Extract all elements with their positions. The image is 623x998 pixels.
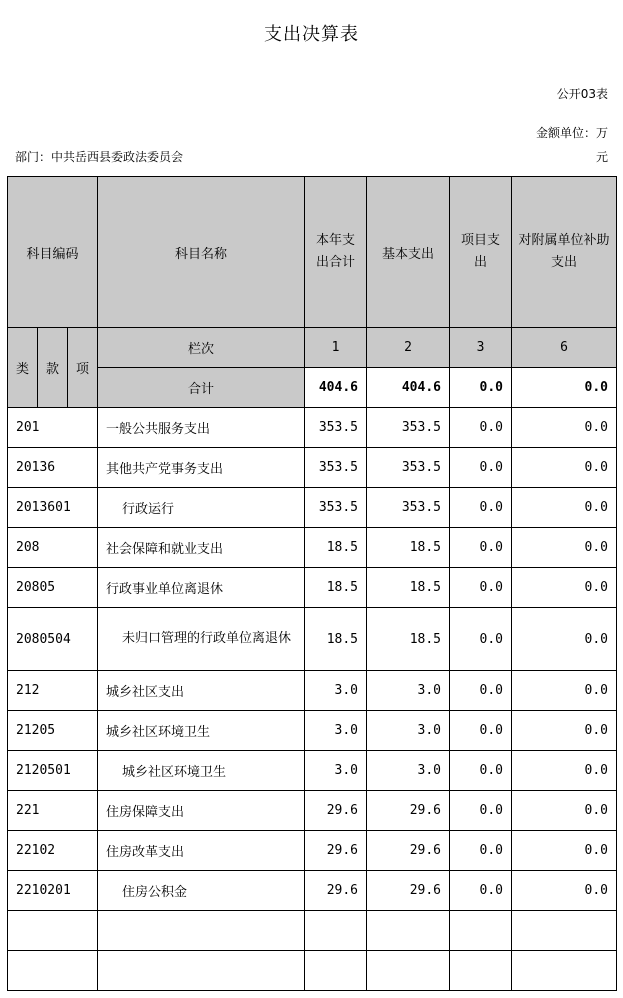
table-row [8, 831, 617, 871]
empty-cell [305, 911, 367, 951]
header-basic: 基本支出 [367, 177, 450, 328]
sum-label: 合计 [98, 368, 305, 408]
row-project: 0.0 [450, 568, 512, 608]
row-basic: 3.0 [367, 751, 450, 791]
row-basic: 353.5 [367, 448, 450, 488]
row-subsidy: 0.0 [512, 791, 617, 831]
table-row [8, 608, 617, 671]
row-subsidy: 0.0 [512, 448, 617, 488]
column-index-1: 1 [305, 328, 367, 368]
empty-cell [98, 951, 305, 991]
row-basic: 3.0 [367, 671, 450, 711]
row-project: 0.0 [450, 448, 512, 488]
row-name: 城乡社区支出 [98, 671, 305, 711]
row-code: 2120501 [8, 751, 98, 791]
table-row [8, 671, 617, 711]
column-index-3: 3 [450, 328, 512, 368]
row-total: 353.5 [305, 448, 367, 488]
row-name: 未归口管理的行政单位离退休 [98, 608, 305, 671]
row-code: 20805 [8, 568, 98, 608]
row-subsidy: 0.0 [512, 831, 617, 871]
empty-cell [512, 951, 617, 991]
row-subsidy: 0.0 [512, 751, 617, 791]
row-basic: 29.6 [367, 791, 450, 831]
row-project: 0.0 [450, 528, 512, 568]
row-total: 3.0 [305, 711, 367, 751]
row-subsidy: 0.0 [512, 568, 617, 608]
row-basic: 18.5 [367, 608, 450, 671]
row-subsidy: 0.0 [512, 671, 617, 711]
sum-project: 0.0 [450, 368, 512, 408]
column-index-6: 6 [512, 328, 617, 368]
row-project: 0.0 [450, 791, 512, 831]
empty-cell [8, 911, 98, 951]
row-name: 一般公共服务支出 [98, 408, 305, 448]
empty-row [8, 911, 617, 951]
row-name: 住房公积金 [98, 871, 305, 911]
table-row [8, 711, 617, 751]
table-row [8, 568, 617, 608]
table-row [8, 528, 617, 568]
header-kuan: 款 [38, 328, 68, 408]
page-title: 支出决算表 [264, 24, 359, 45]
row-name: 行政事业单位离退休 [98, 568, 305, 608]
row-total: 29.6 [305, 871, 367, 911]
empty-cell [98, 911, 305, 951]
row-code: 21205 [8, 711, 98, 751]
row-subsidy: 0.0 [512, 711, 617, 751]
row-basic: 18.5 [367, 568, 450, 608]
row-project: 0.0 [450, 751, 512, 791]
row-name: 城乡社区环境卫生 [98, 711, 305, 751]
empty-cell [367, 911, 450, 951]
table-row [8, 448, 617, 488]
unit-label: 金额单位：万 [535, 126, 608, 140]
table-row [8, 871, 617, 911]
row-code: 22102 [8, 831, 98, 871]
empty-cell [512, 911, 617, 951]
header-total: 本年支出合计 [305, 177, 367, 328]
empty-cell [450, 951, 512, 991]
row-name: 行政运行 [98, 488, 305, 528]
expenditure-table [7, 176, 617, 991]
row-code: 212 [8, 671, 98, 711]
header-code: 科目编码 [8, 177, 98, 328]
row-code: 208 [8, 528, 98, 568]
unit-label-continued: 元 [595, 150, 608, 164]
header-row [8, 177, 617, 328]
row-total: 3.0 [305, 671, 367, 711]
empty-cell [8, 951, 98, 991]
sum-basic: 404.6 [367, 368, 450, 408]
row-total: 29.6 [305, 831, 367, 871]
column-index-label: 栏次 [98, 328, 305, 368]
row-code: 201 [8, 408, 98, 448]
empty-cell [305, 951, 367, 991]
column-index-2: 2 [367, 328, 450, 368]
header-xiang: 项 [68, 328, 98, 408]
header-name: 科目名称 [98, 177, 305, 328]
row-project: 0.0 [450, 871, 512, 911]
row-project: 0.0 [450, 671, 512, 711]
table-row [8, 408, 617, 448]
row-subsidy: 0.0 [512, 871, 617, 911]
table-row [8, 488, 617, 528]
row-basic: 18.5 [367, 528, 450, 568]
department-label: 部门：中共岳西县委政法委员会 [15, 150, 184, 164]
form-code: 公开03表 [556, 87, 608, 101]
row-basic: 29.6 [367, 871, 450, 911]
row-project: 0.0 [450, 488, 512, 528]
sum-total: 404.6 [305, 368, 367, 408]
row-subsidy: 0.0 [512, 408, 617, 448]
empty-row [8, 951, 617, 991]
sum-row [8, 368, 617, 408]
header-lei: 类 [8, 328, 38, 408]
table-row [8, 791, 617, 831]
row-total: 18.5 [305, 568, 367, 608]
row-code: 2013601 [8, 488, 98, 528]
header-subsidy: 对附属单位补助支出 [512, 177, 617, 328]
row-basic: 3.0 [367, 711, 450, 751]
row-name: 城乡社区环境卫生 [98, 751, 305, 791]
row-name: 住房改革支出 [98, 831, 305, 871]
row-name: 其他共产党事务支出 [98, 448, 305, 488]
row-total: 29.6 [305, 791, 367, 831]
row-basic: 353.5 [367, 488, 450, 528]
row-code: 20136 [8, 448, 98, 488]
row-code: 2080504 [8, 608, 98, 671]
header-project: 项目支出 [450, 177, 512, 328]
empty-cell [450, 911, 512, 951]
table-row [8, 751, 617, 791]
row-basic: 353.5 [367, 408, 450, 448]
row-basic: 29.6 [367, 831, 450, 871]
row-project: 0.0 [450, 831, 512, 871]
row-name: 社会保障和就业支出 [98, 528, 305, 568]
row-code: 2210201 [8, 871, 98, 911]
row-project: 0.0 [450, 608, 512, 671]
row-project: 0.0 [450, 408, 512, 448]
column-index-row [8, 328, 617, 368]
row-subsidy: 0.0 [512, 488, 617, 528]
row-subsidy: 0.0 [512, 528, 617, 568]
row-total: 18.5 [305, 608, 367, 671]
empty-cell [367, 951, 450, 991]
row-name: 住房保障支出 [98, 791, 305, 831]
row-code: 221 [8, 791, 98, 831]
row-total: 353.5 [305, 408, 367, 448]
row-total: 3.0 [305, 751, 367, 791]
row-project: 0.0 [450, 711, 512, 751]
row-total: 353.5 [305, 488, 367, 528]
row-subsidy: 0.0 [512, 608, 617, 671]
row-total: 18.5 [305, 528, 367, 568]
sum-subsidy: 0.0 [512, 368, 617, 408]
